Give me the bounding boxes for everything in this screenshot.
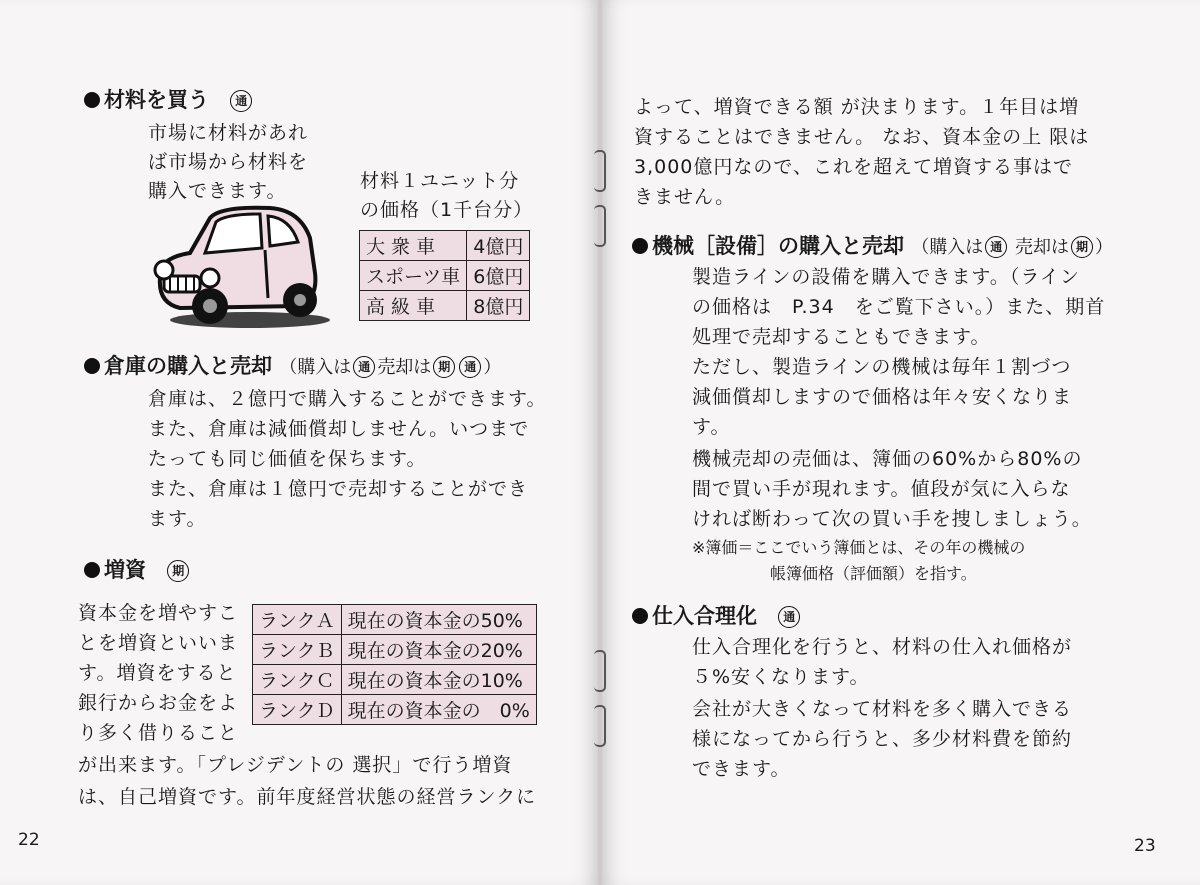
book-gutter xyxy=(598,0,602,885)
table-row xyxy=(253,635,537,665)
capital-line: す。増資をすると xyxy=(78,662,237,684)
right-page xyxy=(600,0,1200,885)
materials-line-3: 購入できます。 xyxy=(148,180,287,202)
warehouse-note-prefix: （購入は xyxy=(279,357,352,378)
binding-stitch xyxy=(594,650,606,692)
machinery-line: の価格は P.34 をご覧下さい。）また、期首 xyxy=(692,296,1106,318)
warehouse-note-suffix: ） xyxy=(483,357,502,378)
bullet-icon xyxy=(84,358,100,374)
table-row xyxy=(253,605,537,635)
purchasing-heading xyxy=(632,600,802,630)
warehouse-heading xyxy=(84,350,501,380)
capital-line: が出来ます。「プレジデントの 選択」で行う増資 xyxy=(78,754,513,776)
table-cell: ランクＢ xyxy=(253,635,342,665)
purchasing-line: ５%安くなります。 xyxy=(692,666,870,688)
machinery-line: す。 xyxy=(692,416,731,438)
table-cell: ランクＣ xyxy=(253,665,342,695)
purchasing-line: 様になってから行うと、多少材料費を節約 xyxy=(692,728,1073,750)
price-caption-1: 材料１ユニット分 xyxy=(360,170,520,192)
purchasing-line: 会社が大きくなって材料を多く購入できる xyxy=(692,698,1073,720)
machinery-note-mid: 売却は xyxy=(1009,237,1070,258)
table-row xyxy=(253,665,537,695)
continued-line: よって、増資できる額 が決まります。１年目は増 xyxy=(634,96,1080,118)
car-illustration xyxy=(150,198,335,333)
table-row xyxy=(253,695,537,725)
bullet-icon xyxy=(632,238,648,254)
table-row xyxy=(360,291,530,321)
materials-heading xyxy=(84,84,254,114)
warehouse-note-mid: 売却は xyxy=(377,357,432,378)
machinery-note-suffix: ） xyxy=(1095,237,1114,258)
machinery-heading-pre: 機械 xyxy=(652,234,694,258)
mark-icon: 通 xyxy=(778,606,800,628)
purchasing-line: できます。 xyxy=(692,758,791,780)
machinery-line: 製造ラインの設備を購入できます。（ライン xyxy=(692,266,1080,288)
table-cell: ランクＤ xyxy=(253,695,342,725)
table-cell: 大 衆 車 xyxy=(360,231,467,261)
binding-stitch xyxy=(594,205,606,247)
page-number: 22 xyxy=(18,830,40,850)
table-cell: 現在の資本金の 0% xyxy=(341,695,536,725)
machinery-line: 機械売却の売価は、簿価の60%から80%の xyxy=(692,448,1083,470)
capital-heading xyxy=(84,554,191,584)
machinery-line: 減価償却しますので価格は年々安くなりま xyxy=(692,386,1073,408)
mark-icon: 通 xyxy=(230,90,252,112)
warehouse-line: また、倉庫は１億円で売却することができ xyxy=(148,478,529,500)
mark-icon: 期 xyxy=(167,560,189,582)
price-table xyxy=(359,230,530,321)
bullet-icon xyxy=(84,562,100,578)
machinery-line: ただし、製造ラインの機械は毎年１割づつ xyxy=(692,356,1072,378)
book-value-note: ※簿価＝ここでいう簿価とは、その年の機械の xyxy=(692,538,1026,557)
machinery-line: 間で買い手が現れます。値段が気に入らな xyxy=(692,478,1071,500)
continued-line: 資することはできません。 なお、資本金の上 限は xyxy=(634,126,1090,148)
capital-line: とを増資といいま xyxy=(78,632,239,654)
table-cell: スポーツ車 xyxy=(360,261,467,291)
machinery-note-prefix: （購入は xyxy=(911,237,984,258)
warehouse-line: また、倉庫は減価償却しません。いつまで xyxy=(148,418,530,440)
machinery-line: ければ断わって次の買い手を捜しましょう。 xyxy=(692,508,1092,530)
warehouse-line: 倉庫は、２億円で購入することができます。 xyxy=(148,388,547,410)
table-row xyxy=(360,231,530,261)
mark-icon: 通 xyxy=(353,356,375,378)
materials-line-1: 市場に材料があれ xyxy=(148,122,309,144)
machinery-line: 処理で売却することもできます。 xyxy=(692,326,991,348)
binding-stitch xyxy=(594,150,606,192)
mark-icon: 期 xyxy=(1071,236,1093,258)
table-cell: 8億円 xyxy=(467,291,530,321)
capital-heading-text: 増資 xyxy=(104,558,146,582)
warehouse-heading-text: 倉庫の購入と売却 xyxy=(104,354,272,378)
price-caption-2: の価格（1千台分） xyxy=(360,199,534,221)
capital-line: は、自己増資です。前年度経営状態の経営ランクに xyxy=(78,786,537,808)
machinery-heading xyxy=(632,230,1113,260)
continued-line: 3,000億円なので、これを超えて増資する事はで xyxy=(634,156,1074,178)
table-cell: 現在の資本金の10% xyxy=(341,665,536,695)
machinery-heading-post: の購入と売却 xyxy=(778,234,904,258)
warehouse-line: たっても同じ価値を保ちます。 xyxy=(148,448,427,470)
table-row xyxy=(360,261,530,291)
table-cell: ランクＡ xyxy=(253,605,342,635)
page-number: 23 xyxy=(1134,836,1156,856)
materials-line-2: ば市場から材料を xyxy=(148,151,309,173)
bullet-icon xyxy=(632,608,648,624)
purchasing-heading-text: 仕入合理化 xyxy=(652,604,757,628)
capital-line: 資本金を増やすこ xyxy=(78,602,239,624)
mark-icon: 期 xyxy=(433,356,455,378)
warehouse-line: ます。 xyxy=(148,508,207,530)
capital-line: り多く借りること xyxy=(78,722,239,744)
bullet-icon xyxy=(84,92,100,108)
table-cell: 6億円 xyxy=(467,261,530,291)
materials-heading-text: 材料を買う xyxy=(104,88,209,112)
table-cell: 高 級 車 xyxy=(360,291,467,321)
purchasing-line: 仕入合理化を行うと、材料の仕入れ価格が xyxy=(692,636,1073,658)
binding-stitch xyxy=(594,705,606,747)
table-cell: 4億円 xyxy=(467,231,530,261)
table-cell: 現在の資本金の50% xyxy=(341,605,536,635)
book-value-note: 帳簿価格（評価額）を指す。 xyxy=(770,564,977,583)
continued-line: きません。 xyxy=(634,186,736,208)
mark-icon: 通 xyxy=(985,236,1007,258)
mark-icon: 通 xyxy=(459,356,481,378)
capital-line: 銀行からお金をよ xyxy=(78,692,239,714)
table-cell: 現在の資本金の20% xyxy=(341,635,536,665)
machinery-heading-bracket: ［設備］ xyxy=(694,234,778,258)
rank-table xyxy=(252,604,537,725)
